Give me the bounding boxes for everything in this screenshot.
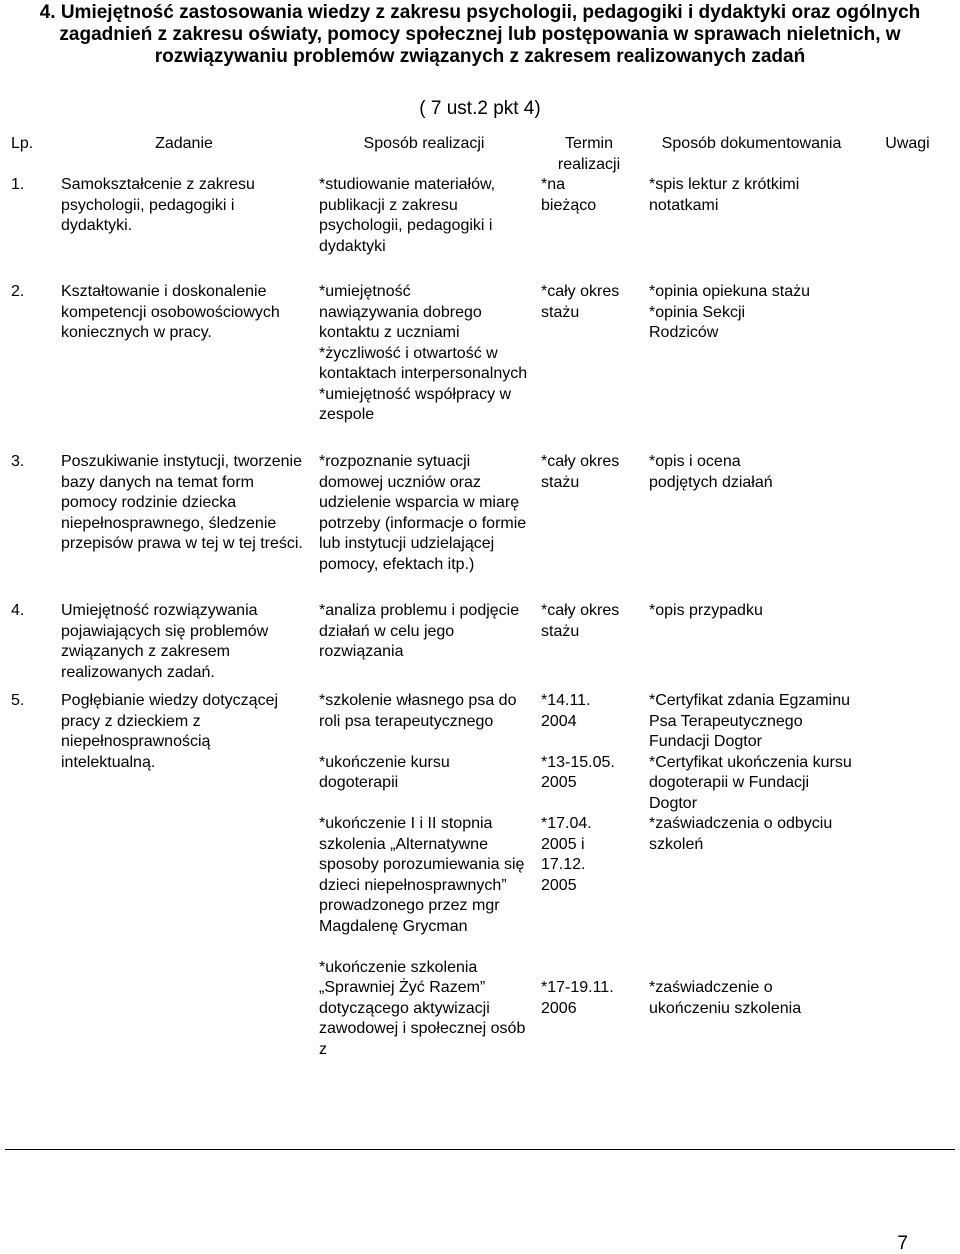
row-lp: 3. [11, 453, 25, 470]
header-dokumentowanie: Sposób dokumentowania [661, 135, 842, 152]
row-sposob-text: *umiejętność nawiązywania dobrego kontaktu z uczniami *życzliwość i otwartość w kontaktach interpersonalnych *umiejętność współpracy w zespole [319, 283, 528, 423]
row-uwagi [860, 597, 955, 687]
table-header-row [5, 134, 955, 175]
table-row [5, 687, 955, 1150]
row-sposob-text: *analiza problemu i podjęcie działań w celu jego rozwiązania [319, 602, 520, 660]
row-lp: 1. [11, 176, 25, 193]
row-sposob [313, 278, 535, 448]
table-row [5, 278, 955, 448]
row-zadanie: Pogłębianie wiedzy dotyczącej pracy z dzieckiem z niepełnosprawnością intelektualną. [55, 687, 313, 1150]
row-dokumentowanie-text: *Certyfikat zdania Egzaminu Psa Terapeutycznego Fundacji Dogtor *Certyfikat ukończenia kursu dogoterapii w Fundacji Dogtor *zaświadczenia o odbyciu szkoleń *zaświadczenie o ukończeniu szkolenia [649, 692, 852, 1017]
row-sposob [313, 175, 535, 278]
row-termin [535, 175, 643, 278]
row-zadanie: Kształtowanie i doskonalenie kompetencji osobowościowych koniecznych w pracy. [61, 283, 280, 341]
table-row [5, 175, 955, 278]
legal-reference: ( 7 ust.2 pkt 4) [419, 98, 541, 119]
table-row [5, 597, 955, 687]
row-dokumentowanie [643, 175, 860, 278]
row-zadanie: Samokształcenie z zakresu psychologii, pedagogiki i dydaktyki. [61, 176, 255, 234]
row-sposob-text: *szkolenie własnego psa do roli psa terapeutycznego *ukończenie kursu dogoterapii *ukończenie I i II stopnia szkolenia „Alternatywne sposoby porozumiewania się dzieci niepełnosprawnych” prowadzonego przez mgr Magdalenę Grycman *ukończenie szkolenia „Sprawniej Żyć Razem” dotyczącego aktywizacji zawodowej i społecznej osób z [319, 692, 526, 1058]
row-dokumentowanie-text: *spis lektur z krótkimi notatkami [649, 176, 800, 214]
row-dokumentowanie-text: *opis przypadku [649, 602, 763, 619]
row-lp: 4. [11, 602, 25, 619]
header-zadanie: Zadanie [155, 135, 213, 152]
row-dokumentowanie [643, 687, 860, 1150]
row-zadanie: Poszukiwanie instytucji, tworzenie bazy danych na temat form pomocy rodzinie dziecka niepełnosprawnego, śledzenie przepisów prawa w tej w tej treści. [61, 453, 303, 552]
row-uwagi [860, 687, 955, 1150]
table-row [5, 448, 955, 597]
row-sposob [313, 597, 535, 687]
row-dokumentowanie [643, 448, 860, 597]
row-uwagi [860, 175, 955, 278]
header-lp: Lp. [11, 135, 34, 152]
development-plan-table [5, 134, 955, 1150]
row-dokumentowanie [643, 278, 860, 448]
row-sposob [313, 448, 535, 597]
row-termin [535, 278, 643, 448]
row-uwagi [860, 278, 955, 448]
row-lp: 2. [11, 283, 25, 300]
row-lp: 5. [5, 687, 55, 1150]
row-termin-text: *14.11. 2004 *13-15.05. 2005 *17.04. 2005 i 17.12. 2005 *17-19.11. 2006 [541, 692, 615, 1017]
row-zadanie: Umiejętność rozwiązywania pojawiających się problemów związanych z zakresem realizowanych zadań. [61, 602, 269, 681]
row-termin-text: *cały okres stażu [541, 283, 620, 321]
page-number: 7 [897, 1233, 908, 1254]
header-termin: Termin realizacji [557, 135, 621, 173]
row-dokumentowanie-text: *opis i ocena podjętych działań [649, 453, 773, 491]
row-sposob-text: *studiowanie materiałów, publikacji z zakresu psychologii, pedagogiki i dydaktyki [319, 176, 496, 255]
row-sposob-text: *rozpoznanie sytuacji domowej uczniów oraz udzielenie wsparcia w miarę potrzeby (informacje o formie lub instytucji udzielającej pomocy, efektach itp.) [319, 453, 527, 573]
row-sposob [313, 687, 535, 1150]
row-dokumentowanie-text: *opinia opiekuna stażu *opinia Sekcji Rodziców [649, 283, 811, 341]
row-termin-text: *na bieżąco [541, 176, 597, 214]
row-termin-text: *cały okres stażu [541, 602, 620, 640]
row-dokumentowanie [643, 597, 860, 687]
row-termin [535, 597, 643, 687]
row-termin [535, 448, 643, 597]
row-termin [535, 687, 643, 1150]
row-uwagi [860, 448, 955, 597]
row-termin-text: *cały okres stażu [541, 453, 620, 491]
section-title: 4. Umiejętność zastosowania wiedzy z zakresu psychologii, pedagogiki i dydaktyki oraz ogólnych zagadnień z zakresu oświaty, pomocy społecznej lub postępowania w sprawach nieletnich, w rozwiązywaniu problemów związanych z zakresem realizowanych zadań [39, 2, 921, 67]
header-uwagi: Uwagi [885, 135, 930, 152]
header-sposob-realizacji: Sposób realizacji [363, 135, 485, 152]
